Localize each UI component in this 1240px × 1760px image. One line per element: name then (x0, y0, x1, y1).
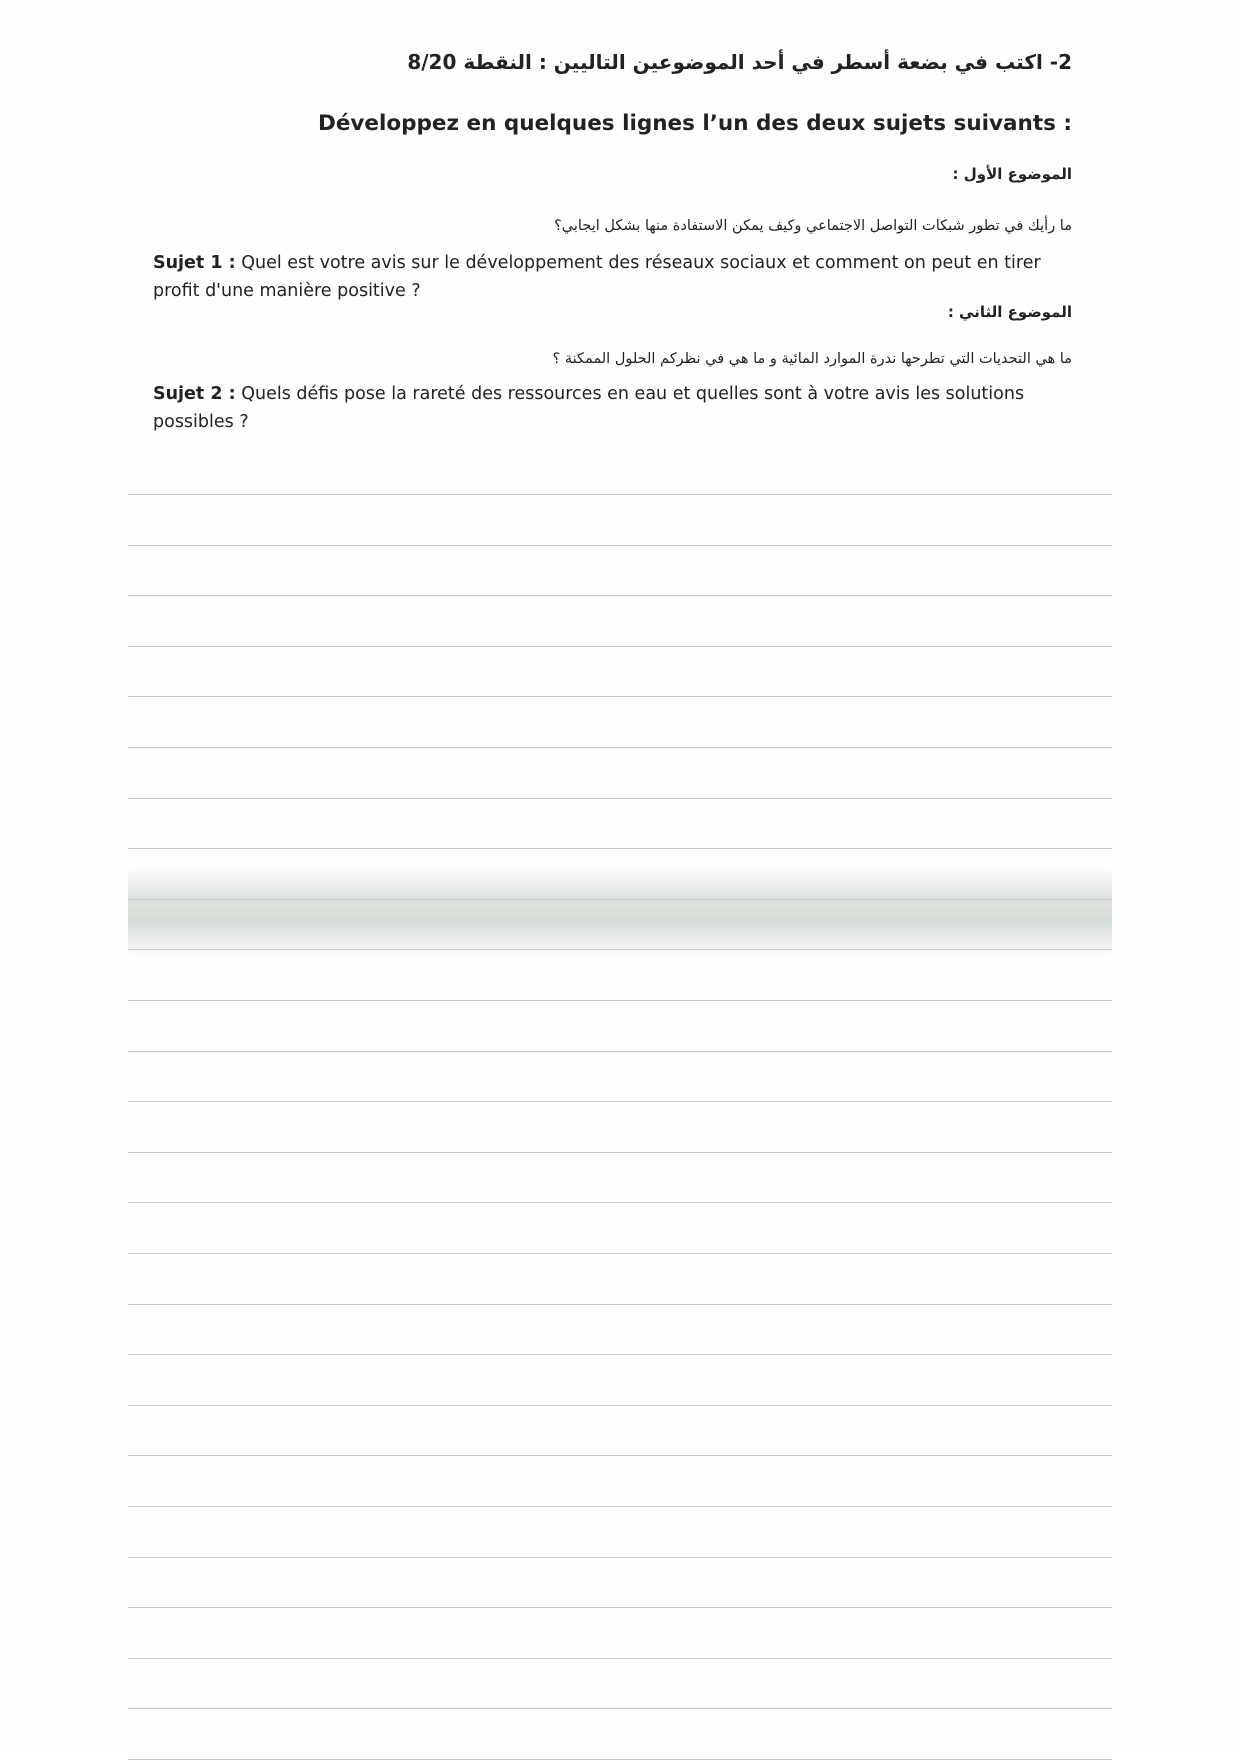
answer-line (128, 1152, 1112, 1153)
answer-line (128, 1101, 1112, 1102)
topic2-heading: الموضوع الثاني : (947, 303, 1072, 321)
answer-line (128, 1051, 1112, 1052)
answer-ruled-lines (128, 0, 1112, 1755)
answer-line (128, 747, 1112, 748)
answer-line (128, 696, 1112, 697)
answer-line (128, 646, 1112, 647)
answer-line (128, 1506, 1112, 1507)
answer-line (128, 494, 1112, 495)
topic1-text-ar: ما رأيك في تطور شبكات التواصل الاجتماعي وكيف يمكن الاستفادة منها بشكل ايجابي؟ (554, 218, 1072, 234)
answer-line (128, 545, 1112, 546)
answer-line (128, 1000, 1112, 1001)
topic2-question: Quels défis pose la rareté des ressources en eau et quelles sont à votre avis les solutions possibles ? (153, 384, 1025, 432)
answer-line (128, 1253, 1112, 1254)
question-title: 2- اكتب في بضعة أسطر في أحد الموضوعين التاليين : النقطة 8/20 (407, 50, 1072, 74)
answer-line (128, 949, 1112, 950)
answer-line (128, 1304, 1112, 1305)
topic1-label: Sujet 1 : (153, 253, 236, 273)
answer-line (128, 1557, 1112, 1558)
answer-line (128, 1455, 1112, 1456)
answer-line (128, 595, 1112, 596)
answer-line (128, 1708, 1112, 1709)
question-instruction-fr: Développez en quelques lignes l’un des deux sujets suivants : (317, 111, 1072, 136)
topic2-label: Sujet 2 : (153, 384, 236, 404)
answer-line (128, 1405, 1112, 1406)
answer-line (128, 798, 1112, 799)
answer-line (128, 1658, 1112, 1659)
topic2-text-ar: ما هي التحديات التي تطرحها ندرة الموارد المائية و ما هي في نظركم الحلول الممكنة ؟ (552, 351, 1072, 367)
answer-line (128, 1607, 1112, 1608)
answer-line (128, 1354, 1112, 1355)
topic1-heading: الموضوع الأول : (952, 165, 1072, 183)
answer-line (128, 848, 1112, 849)
answer-line (128, 1202, 1112, 1203)
answer-line (128, 899, 1112, 900)
topic1-question: Quel est votre avis sur le développement des réseaux sociaux et comment on peut en tirer profit d'une manière positive ? (153, 253, 1041, 301)
